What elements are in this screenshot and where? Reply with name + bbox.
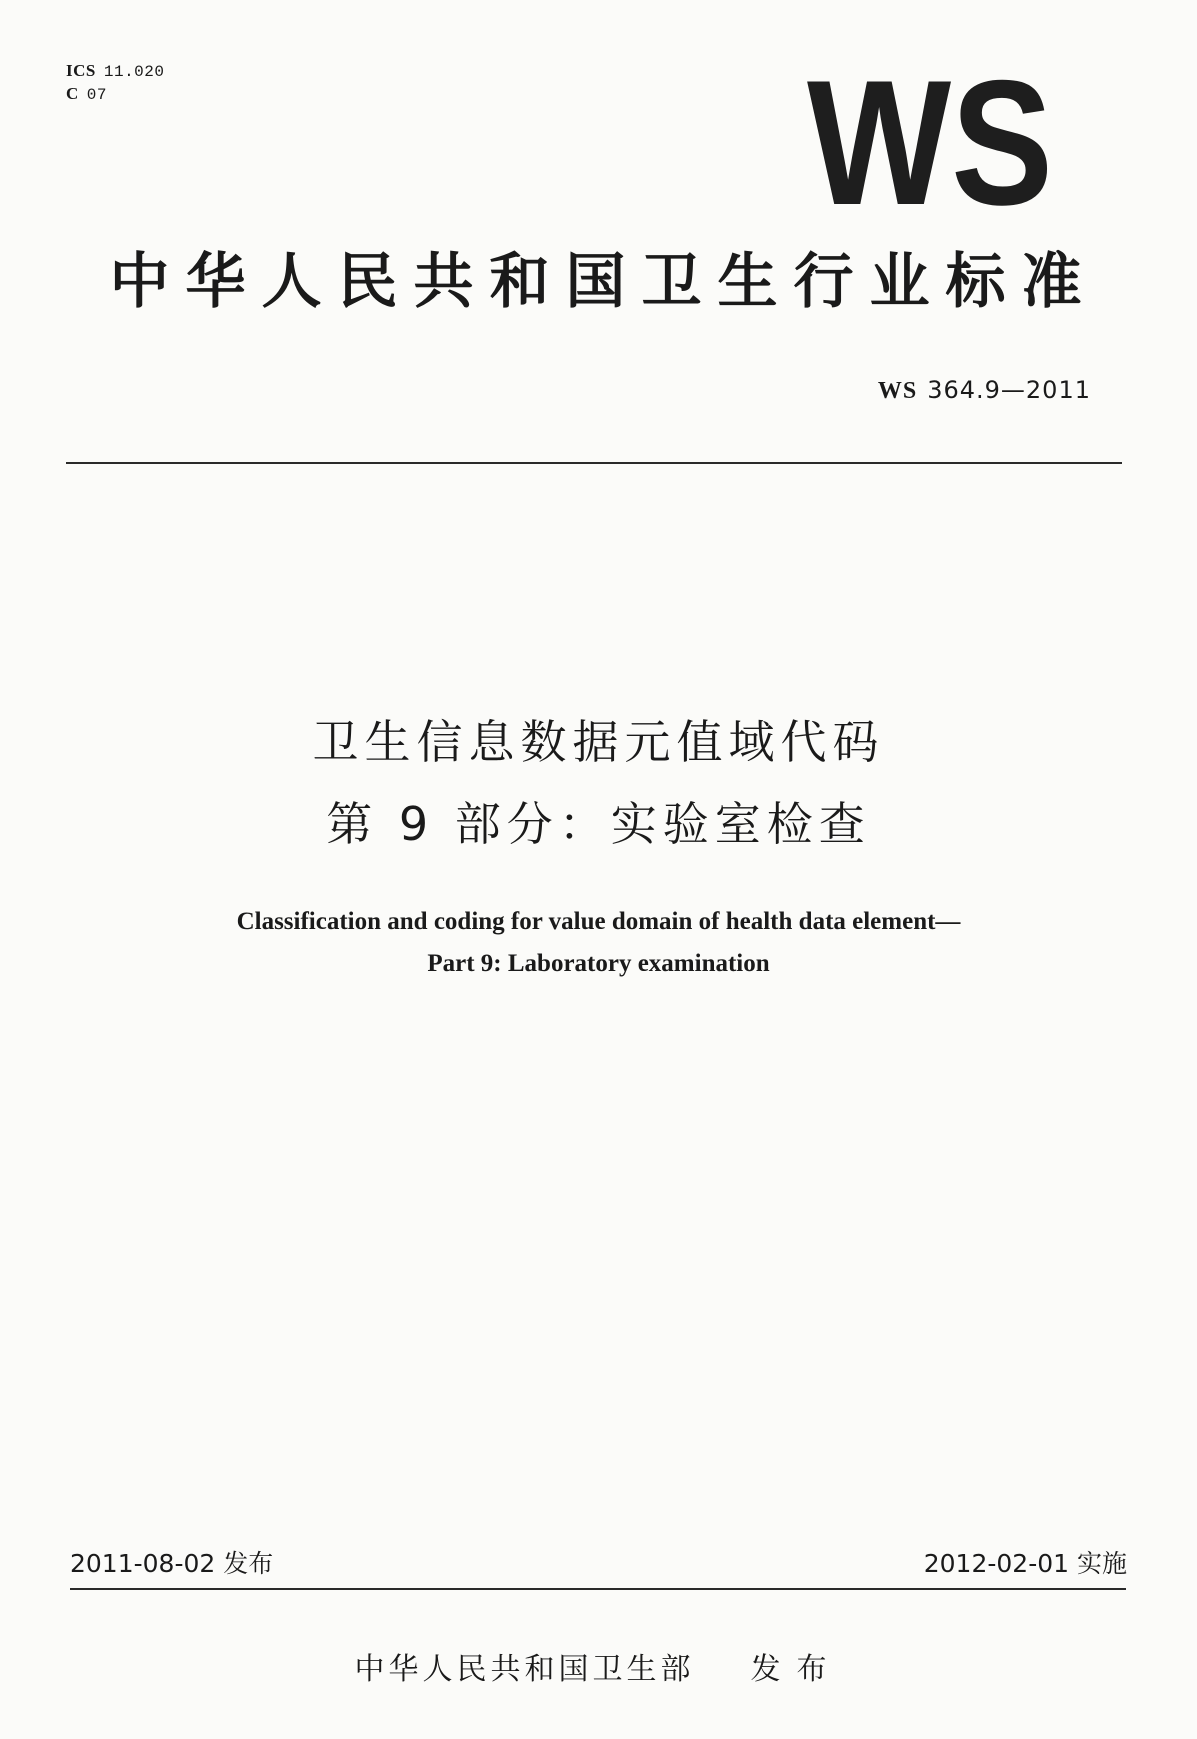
standard-prefix: WS xyxy=(877,378,918,404)
ics-label: ICS xyxy=(66,61,96,80)
ccs-label: C xyxy=(66,84,79,103)
ws-logo-text: WS xyxy=(807,43,1053,242)
ccs-value: 07 xyxy=(86,86,107,104)
standard-number xyxy=(878,376,1091,405)
title-english-line-2: Part 9: Laboratory examination xyxy=(427,950,770,977)
title-chinese-line-1: 卫生信息数据元值域代码 xyxy=(312,715,885,769)
implementation-date: 2012-02-01 实施 xyxy=(923,1549,1127,1578)
footer-divider xyxy=(70,1588,1126,1590)
title-english-line-1: Classification and coding for value domain of health data element— xyxy=(236,908,961,935)
publisher-action: 发布 xyxy=(750,1652,843,1687)
title-chinese-line-2: 第 9 部分：实验室检查 xyxy=(326,797,871,851)
ics-value: 11.020 xyxy=(103,63,165,81)
standard-code: 364.9—2011 xyxy=(927,376,1091,404)
header-divider xyxy=(66,462,1122,464)
ccs-code xyxy=(66,83,164,106)
ws-logo xyxy=(800,43,1060,242)
ics-code xyxy=(66,60,164,83)
publisher xyxy=(0,1650,1197,1690)
issuing-authority-title: 中华人民共和国卫生行业标准 xyxy=(109,247,1098,317)
publisher-name: 中华人民共和国卫生部 xyxy=(354,1652,695,1687)
classification-codes xyxy=(66,60,164,106)
issue-date: 2011-08-02 发布 xyxy=(70,1549,274,1578)
